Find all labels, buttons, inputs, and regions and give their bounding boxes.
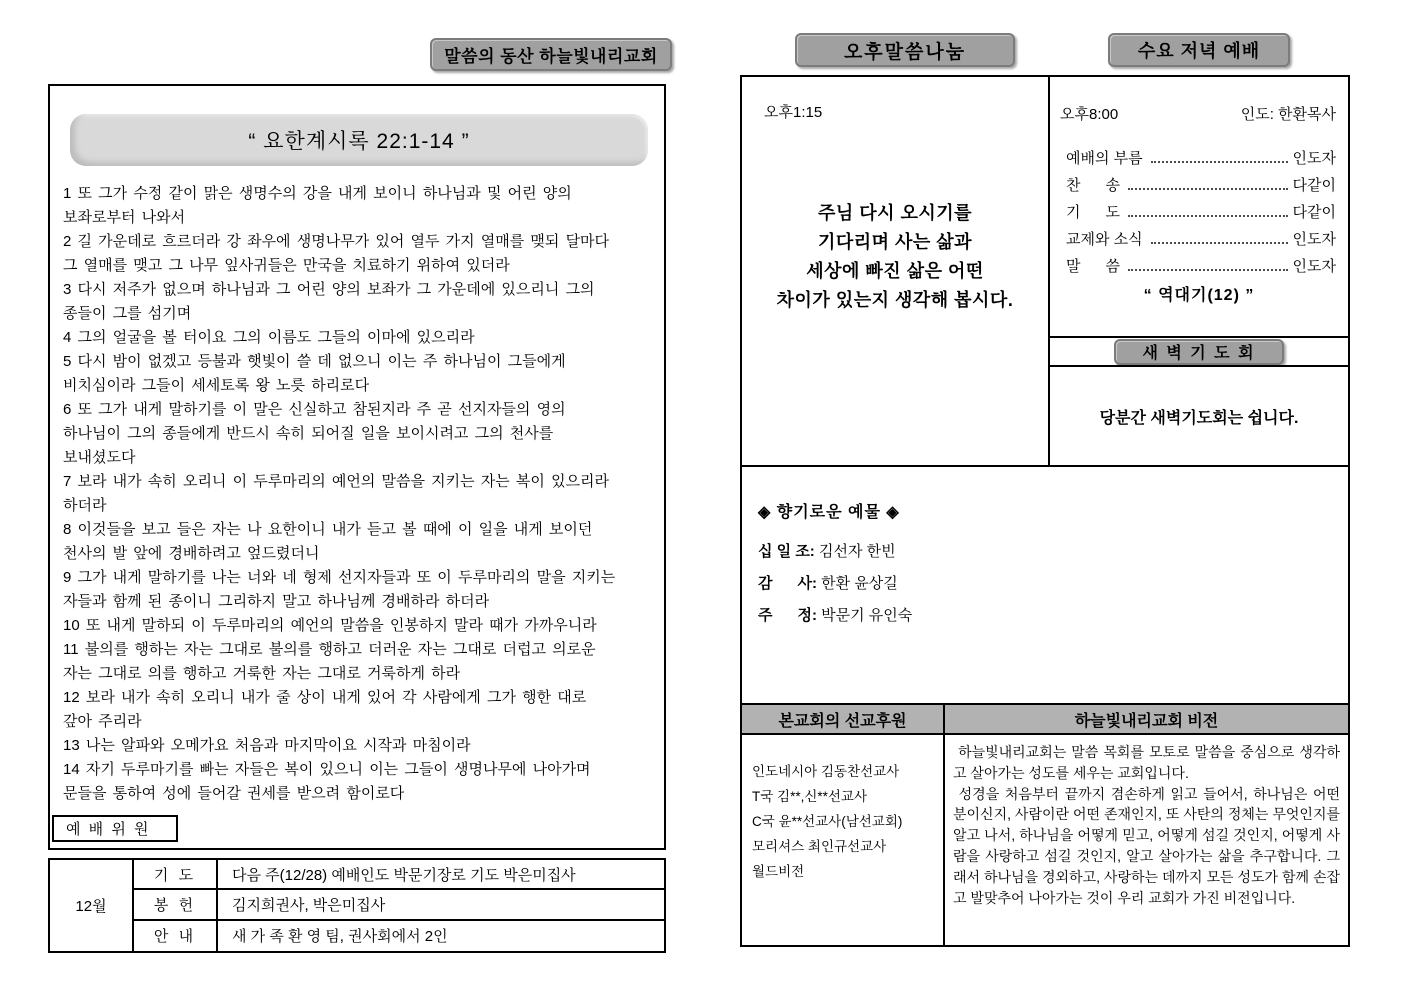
evening-leader: 인도: 한환목사 [1240, 106, 1336, 123]
verse-line: 자는 그대로 의를 행하고 거룩한 자는 그대로 거룩하게 하라 [63, 665, 461, 682]
duty-table [48, 858, 666, 953]
dawn-prayer-note: 당분간 새벽기도회는 쉽니다. [1048, 365, 1350, 467]
meditation-text [742, 199, 1048, 315]
verse-line: 천사의 발 앞에 경배하려고 엎드렸더니 [63, 545, 320, 562]
verse-line: 종들이 그를 섬기며 [63, 305, 192, 322]
worship-order-item: 기 도 [1066, 204, 1120, 221]
verse-line: 보좌로부터 나와서 [63, 209, 186, 226]
offering-item-names: 한환 윤상길 [821, 575, 898, 592]
sermon-scripture: “ 역대기(12) ” [1143, 287, 1255, 304]
worship-order-row [1066, 168, 1336, 195]
afternoon-time: 오후1:15 [764, 104, 823, 121]
worship-order-item: 말 씀 [1066, 258, 1120, 275]
verse-line: 7 보라 내가 속히 오리니 이 두루마리의 예언의 말씀을 지키는 자는 복이 있으리라 [63, 473, 610, 490]
verse-line: 비치심이라 그들이 세세토록 왕 노릇 하리로다 [63, 377, 370, 394]
verse-line: 하나님이 그의 종들에게 반드시 속히 되어질 일을 보이시려고 그의 천사를 [63, 425, 554, 442]
mission-item: 모리셔스 최인규선교사 [752, 839, 887, 854]
verse-line: 문들을 통하여 성에 들어갈 권세를 받으려 함이로다 [63, 785, 405, 802]
verse-line: 6 또 그가 내게 말하기를 이 말은 신실하고 참된지라 주 곧 선지자들의 영의 [63, 401, 566, 418]
dawn-prayer-badge: 새 벽 기 도 회 [1114, 339, 1284, 365]
offering-title: ◈ 향기로운 예물 ◈ [758, 504, 900, 521]
scripture-title: “ 요한계시록 22:1-14 ” [70, 114, 648, 166]
offering-item [758, 572, 1348, 593]
verse-line: 3 다시 저주가 없으며 하나님과 그 어린 양의 보좌가 그 가운데에 있으리니 그의 [63, 281, 595, 298]
verse-line: 하더라 [63, 497, 107, 514]
verse-line: 10 또 내게 말하되 이 두루마리의 예언의 말씀을 인봉하지 말라 때가 가까우니라 [63, 617, 597, 634]
offering-item-label: 주 정: [758, 607, 817, 624]
mission-item: T국 김**,신**선교사 [752, 789, 868, 804]
scripture-panel [48, 84, 666, 850]
dawn-prayer-header-cell [1048, 336, 1350, 367]
verse-line: 12 보라 내가 속히 오리니 내가 줄 상이 내게 있어 각 사람에게 그가 행한 대로 [63, 689, 587, 706]
worship-order-row [1066, 222, 1336, 249]
worship-order-row [1066, 249, 1336, 276]
dotted-leader [1128, 269, 1288, 271]
offering-section [740, 465, 1350, 705]
offering-item-names: 박문기 유인숙 [821, 607, 913, 624]
worship-order-row [1066, 195, 1336, 222]
verse-line: 11 불의를 행하는 자는 그대로 불의를 행하고 더러운 자는 그대로 더럽고 의로운 [63, 641, 596, 658]
worship-order-row [1066, 141, 1336, 168]
vision-paragraph: 성경을 처음부터 끝까지 겸손하게 읽고 들어서, 하나님은 어떤 분이신지, 사람이란 어떤 존재인지, 또 사탄의 정체는 무엇인지를 알고 나서, 하나님을 어떻게 믿고, 어떻게 섬길 것인지, 어떻게 사람을 사랑하고 섬길 것인지, 알고 살아가는 삶을 추구합니다. 그래서 하나님을 경외하고, 사랑하는 데까지 모든 성도가 함께 손잡고 발맞추어 나아가는 것이 우리 교회가 가진 비전입니다. [953, 785, 1344, 906]
meditation-line: 주님 다시 오시기를 [817, 203, 973, 223]
evening-time: 오후8:00 [1060, 106, 1119, 123]
mission-support-header: 본교회의 선교후원 [740, 703, 945, 735]
dotted-leader [1128, 188, 1288, 190]
worship-order-role: 다같이 [1292, 204, 1336, 221]
wednesday-evening-badge: 수요 저녁 예배 [1108, 33, 1290, 67]
verse-line: 4 그의 얼굴을 볼 터이요 그의 이름도 그들의 이마에 있으리라 [63, 329, 475, 346]
verse-line: 보내셨도다 [63, 449, 136, 466]
verse-line: 그 열매를 맺고 그 나무 잎사귀들은 만국을 치료하기 위하여 있더라 [63, 257, 510, 274]
mission-item: 인도네시아 김동찬선교사 [752, 764, 900, 779]
evening-worship-cell [1048, 75, 1350, 338]
worship-order-role: 인도자 [1292, 150, 1336, 167]
meditation-line: 차이가 있는지 생각해 봅시다. [776, 290, 1014, 310]
vision-paragraph: 하늘빛내리교회는 말씀 목회를 모토로 말씀을 중심으로 생각하고 살아가는 성도를 세우는 교회입니다. [953, 744, 1341, 781]
mission-item: 월드비전 [752, 864, 805, 879]
verse-line: 9 그가 내게 말하기를 나는 너와 네 형제 선지자들과 또 이 두루마리의 말을 지키는 [63, 569, 616, 586]
dotted-leader [1151, 161, 1288, 163]
duty-month-cell: 12월 [50, 860, 134, 951]
meditation-line: 기다리며 사는 삶과 [817, 232, 973, 252]
verse-line: 갚아 주리라 [63, 713, 142, 730]
meditation-line: 세상에 빠진 삶은 어떤 [806, 261, 984, 281]
verse-line: 2 길 가운데로 흐르더라 강 좌우에 생명나무가 있어 열두 가지 열매를 맺되 달마다 [63, 233, 610, 250]
offering-item-label: 감 사: [758, 575, 817, 592]
offering-item-label: 십 일 조: [758, 543, 815, 560]
worship-order-role: 인도자 [1292, 231, 1336, 248]
worship-committee-label: 예 배 위 원 [52, 815, 178, 842]
duty-row-label: 기 도 [134, 860, 218, 890]
church-vision-header: 하늘빛내리교회 비전 [943, 703, 1350, 735]
worship-order-role: 다같이 [1292, 177, 1336, 194]
verse-line: 1 또 그가 수정 같이 맑은 생명수의 강을 내게 보이니 하나님과 및 어린 양의 [63, 185, 572, 202]
duty-row-label: 봉 헌 [134, 890, 218, 920]
verse-line: 8 이것들을 보고 들은 자는 나 요한이니 내가 듣고 볼 때에 이 일을 내게 보이던 [63, 521, 593, 538]
verse-line: 자들과 함께 된 종이니 그리하지 말고 하나님께 경배하라 하더라 [63, 593, 490, 610]
mission-support-list [740, 733, 945, 947]
worship-order-role: 인도자 [1292, 258, 1336, 275]
dotted-leader [1151, 242, 1288, 244]
duty-row-value: 새 가 족 환 영 팀, 권사회에서 2인 [232, 928, 448, 946]
worship-order-list [1066, 141, 1336, 276]
worship-order-item: 교제와 소식 [1066, 231, 1143, 248]
duty-row-value: 다음 주(12/28) 예배인도 박문기장로 기도 박은미집사 [218, 860, 664, 890]
verse-line: 14 자기 두루마기를 빠는 자들은 복이 있으니 이는 그들이 생명나무에 나아가며 [63, 761, 591, 778]
offering-item-names: 김선자 한빈 [818, 543, 896, 560]
worship-order-item: 예배의 부름 [1066, 150, 1143, 167]
afternoon-sharing-cell [740, 75, 1050, 467]
mission-item: C국 윤**선교사(남선교회) [752, 814, 903, 829]
offering-item [758, 604, 1348, 625]
church-name-badge: 말씀의 동산 하늘빛내리교회 [430, 38, 672, 71]
verse-line: 13 나는 알파와 오메가요 처음과 마지막이요 시작과 마침이라 [63, 737, 471, 754]
verse-line: 5 다시 밤이 없겠고 등불과 햇빛이 쓸 데 없으니 이는 주 하나님이 그들에게 [63, 353, 566, 370]
dotted-leader [1128, 215, 1288, 217]
duty-row-label: 안 내 [134, 921, 218, 951]
scripture-text [63, 182, 659, 806]
church-vision-text [943, 733, 1350, 947]
afternoon-sharing-badge: 오후말씀나눔 [795, 33, 1015, 67]
worship-order-item: 찬 송 [1066, 177, 1120, 194]
evening-times-row [1060, 103, 1336, 124]
offering-item [758, 540, 1348, 561]
duty-row-value: 김지희권사, 박은미집사 [218, 890, 664, 920]
